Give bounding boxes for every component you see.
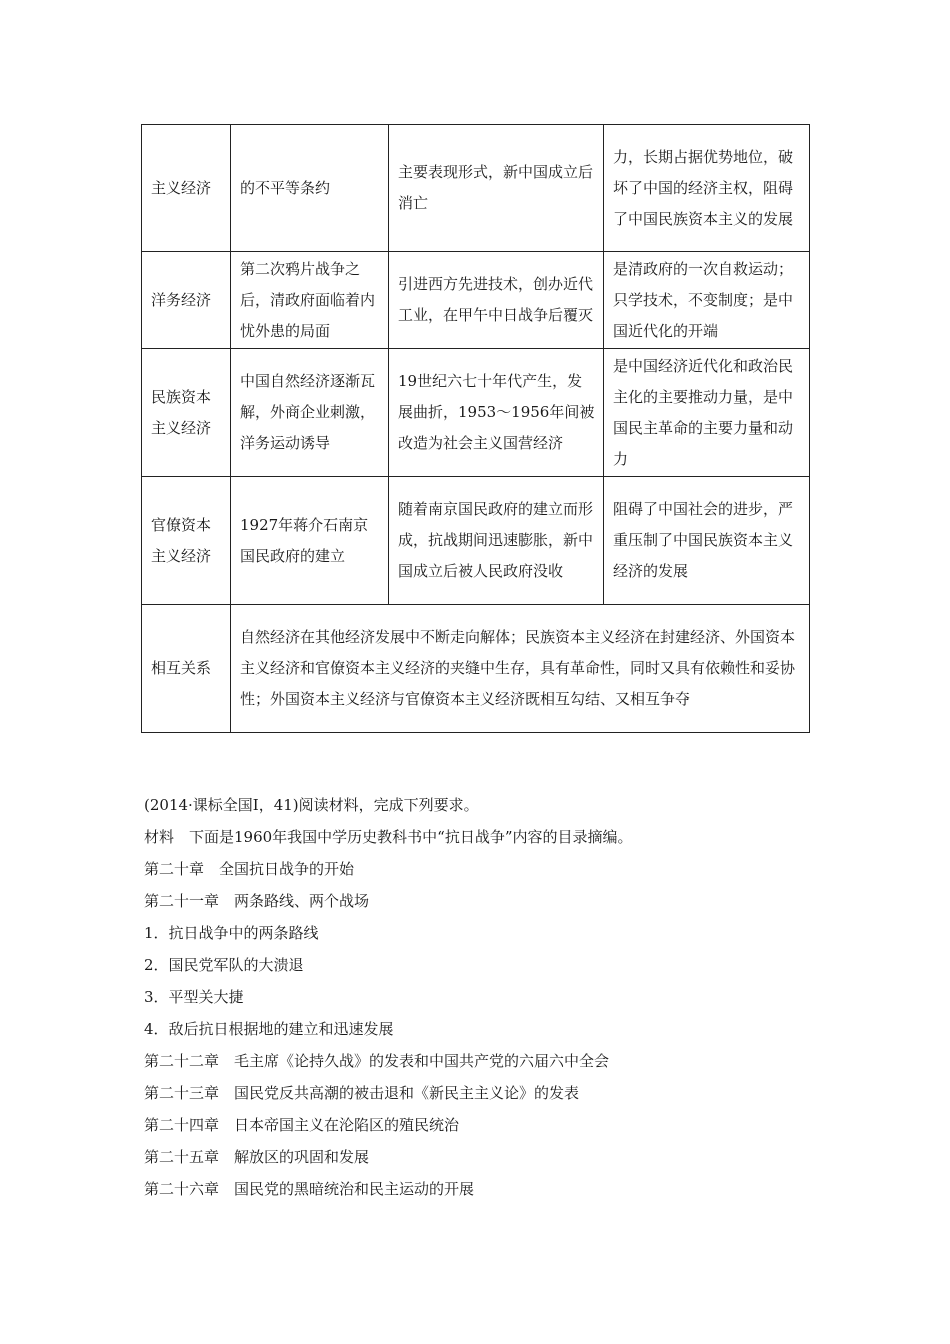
background-cell: 第二次鸦片战争之后，清政府面临着内忧外患的局面 [231,252,389,349]
background-cell: 1927年蒋介石南京国民政府的建立 [231,477,389,605]
toc-line: 第二十一章 两条路线、两个战场 [144,892,370,910]
economy-name-cell: 主义经济 [142,125,231,252]
toc-line: 4．敌后抗日根据地的建立和迅速发展 [144,1020,394,1038]
question-source: (2014·课标全国Ⅰ，41)阅读材料，完成下列要求。 [144,796,479,814]
development-cell: 主要表现形式，新中国成立后消亡 [389,125,604,252]
question-section [144,789,824,1205]
table-row [142,125,810,252]
relation-text-cell: 自然经济在其他经济发展中不断走向解体；民族资本主义经济在封建经济、外国资本主义经济和官僚资本主义经济的夹缝中生存，具有革命性，同时又具有依赖性和妥协性；外国资本主义经济与官僚资本主义经济既相互勾结、又相互争夺 [231,605,810,733]
economy-name-cell: 洋务经济 [142,252,231,349]
toc-line: 第二十章 全国抗日战争的开始 [144,860,355,878]
development-cell: 随着南京国民政府的建立而形成，抗战期间迅速膨胀，新中国成立后被人民政府没收 [389,477,604,605]
development-cell: 19世纪六七十年代产生，发展曲折，1953～1956年间被改造为社会主义国营经济 [389,349,604,477]
table-row [142,477,810,605]
toc-line: 1．抗日战争中的两条路线 [144,924,319,942]
table-row [142,349,810,477]
toc-line: 第二十二章 毛主席《论持久战》的发表和中国共产党的六届六中全会 [144,1052,610,1070]
table-row-relation [142,605,810,733]
economy-comparison-table [141,124,810,733]
toc-line: 第二十五章 解放区的巩固和发展 [144,1148,370,1166]
economy-name-cell: 民族资本主义经济 [142,349,231,477]
impact-cell: 阻碍了中国社会的进步，严重压制了中国民族资本主义经济的发展 [604,477,810,605]
impact-cell: 是中国经济近代化和政治民主化的主要推动力量，是中国民主革命的主要力量和动力 [604,349,810,477]
toc-line: 第二十三章 国民党反共高潮的被击退和《新民主主义论》的发表 [144,1084,580,1102]
toc-line: 3．平型关大捷 [144,988,244,1006]
table-row [142,252,810,349]
background-cell: 中国自然经济逐渐瓦解，外商企业刺激，洋务运动诱导 [231,349,389,477]
economy-name-cell: 官僚资本主义经济 [142,477,231,605]
material-intro: 材料 下面是1960年我国中学历史教科书中“抗日战争”内容的目录摘编。 [144,828,633,846]
toc-line: 第二十四章 日本帝国主义在沦陷区的殖民统治 [144,1116,460,1134]
impact-cell: 是清政府的一次自救运动；只学技术，不变制度；是中国近代化的开端 [604,252,810,349]
development-cell: 引进西方先进技术，创办近代工业，在甲午中日战争后覆灭 [389,252,604,349]
background-cell: 的不平等条约 [231,125,389,252]
relation-label-cell: 相互关系 [142,605,231,733]
toc-line: 第二十六章 国民党的黑暗统治和民主运动的开展 [144,1180,475,1198]
impact-cell: 力，长期占据优势地位，破坏了中国的经济主权，阻碍了中国民族资本主义的发展 [604,125,810,252]
toc-line: 2．国民党军队的大溃退 [144,956,304,974]
